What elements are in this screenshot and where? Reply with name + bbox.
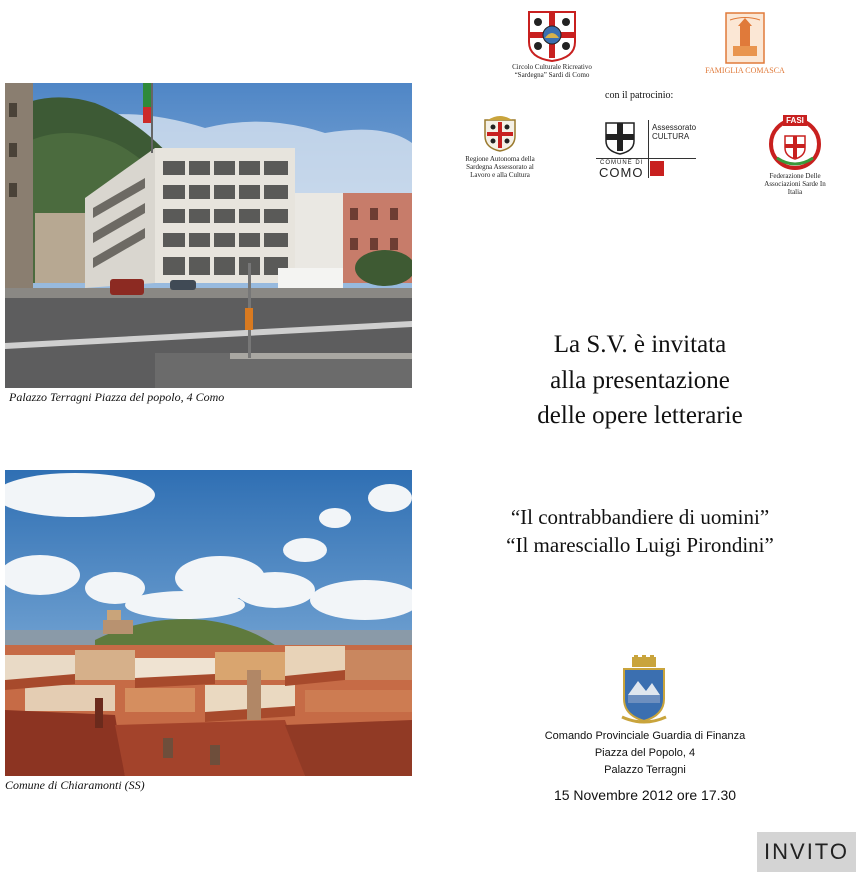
comune-red-square [650,161,664,176]
photo-palazzo-terragni [5,83,412,388]
top-photo-caption: Palazzo Terragni Piazza del popolo, 4 Como [9,390,225,404]
photo-chiaramonti [5,470,412,776]
regione-sardegna-text: Regione Autonoma della Sardegna Assessorato al Lavoro e alla Cultura [465,155,535,179]
famiglia-comasca-logo [725,12,765,64]
event-date: 15 Novembre 2012 ore 17.30 [553,787,737,803]
famiglia-comasca-text: FAMIGLIA COMASCA [705,66,785,75]
work-title-2: “Il maresciallo Luigi Pirondini” [506,533,774,557]
regione-sardegna-crest [482,112,518,152]
comune-divider [648,120,649,178]
fasi-text: Federazione Delle Associazioni Sarde In Italia [764,172,826,196]
comune-como-text: COMO [599,165,644,180]
comune-como-crest [604,121,636,155]
comune-hline [596,158,696,159]
invitation-line-1: La S.V. è invitata [553,331,727,358]
venue-line-1: Comando Provinciale Guardia di Finanza [544,730,746,742]
guardia-finanza-crest [620,655,668,725]
comune-di-text: COMUNE DI [600,160,644,166]
venue-line-3: Palazzo Terragni [604,764,686,776]
work-title-1: “Il contrabbandiere di uomini” [510,505,770,529]
circolo-sardegna-logo [527,10,577,62]
bottom-photo-caption: Comune di Chiaramonti (SS) [5,778,145,792]
invitation-line-2: alla presentazione [550,367,730,394]
invito-badge: INVITO [757,832,856,872]
circolo-sardegna-text: Circolo Culturale Ricreativo “Sardegna” Sardi di Como [512,63,592,79]
fasi-badge: FASI [783,115,807,126]
venue-line-2: Piazza del Popolo, 4 [594,747,696,759]
invitation-line-3: delle opere letterarie [537,402,743,429]
patrocinio-label: con il patrocinio: [605,90,674,101]
assessorato-cultura-text: Assessorato CULTURA [652,123,697,141]
